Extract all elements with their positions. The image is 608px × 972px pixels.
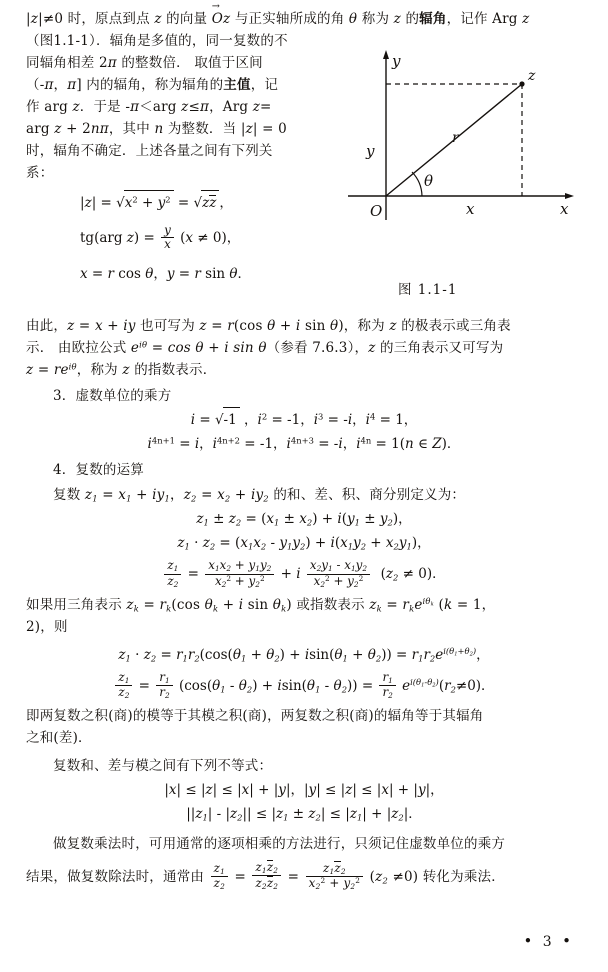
trig-line-2: 2)，则 [26, 618, 68, 635]
intro-line-3: 同辐角相差 2π 的整数倍． 取值于区间 [26, 55, 263, 71]
trig-equation-1: $z_1 \cdot z_2 = r_1r_2(\cos(\theta_1 + \theta_2) + isin(\theta_1 + \theta_2)) = r_1r_2e^{i(\theta_1+\theta_2)}$， [118, 646, 490, 663]
page-number-value: 3 [542, 934, 555, 950]
section-4-intro: 复数 $z_1 = x_1 + iy_1$，$z_2 = x_2 + iy_2$ 的和、差、积、商分别定义为： [53, 487, 466, 504]
intro-line-7: 时，辐角不确定．上述各量之间有下列关 [26, 143, 273, 159]
page-number-dot-left: • [523, 932, 536, 950]
body-lower [26, 300, 582, 891]
figure-x-proj-label: x [466, 200, 475, 218]
section-3-heading: 3．虚数单位的乘方 [53, 387, 172, 404]
section-3-equation-2: $i^{4n+1} = i$，$i^{4n+2} = -1$，$i^{4n+3} = -i$，$i^{4n} = 1(n$ ∈ Z)． [147, 436, 461, 453]
final-line-1: 做复数乘法时，可用通常的逐项相乘的方法进行，只须记住虚数单位的乘方 [53, 835, 506, 852]
section-4-equation-1: $z_1 \pm z_2 = (x_1 \pm x_2) + i(y_1 \pm y_2)$， [196, 511, 412, 528]
section-3-equation-1: i = √-1 ，$i^2 = -1$，$i^3 = -i$，$i^4 = 1$， [26, 407, 582, 432]
figure-svg [336, 48, 586, 258]
intro-line-2: （图1.1-1）．辐角是多值的，同一复数的不 [26, 33, 288, 49]
figure-y-axis-label: y [392, 52, 401, 70]
polar-line-3: $z = re^{i\theta}$，称为 z 的指数表示． [26, 361, 217, 378]
page-number-dot-right: • [562, 932, 574, 950]
section-4-equation-2: $z_1 \cdot z_2 = (x_1x_2 - y_1y_2) + i(x_1y_2 + x_2y_1)$， [177, 535, 431, 552]
inequality-intro: 复数和、差与模之间有下列不等式： [53, 757, 273, 774]
figure-complex-plane [336, 48, 586, 258]
final-line-2: 结果，做复数除法时，通常由 $\frac{z_1}{z_2}$ = $\frac{z_1z_2}{z_2z_2}$ = $\frac{z_1z_2}{x_2^2 + y_2^2}$ $(z_2 \ne 0)$ 转化为乘法． [26, 859, 505, 891]
figure-caption: 图 1.1-1 [398, 282, 458, 298]
intro-line-4: （-π，π] 内的辐角，称为辐角的主值，记 [26, 77, 279, 93]
intro-line-1: |z|≠0 时，原点到点 z 的向量 Oz → 与正实轴所成的角 θ 称为 z 的辐角，记作 Arg z [26, 8, 582, 30]
conclusion-line-2: 之和(差)． [26, 729, 92, 746]
equation-xy: x = r cos θ，y = r sin θ． [80, 265, 252, 282]
intro-line-6: arg z + 2nπ，其中 n 为整数．当 |z| = 0 [26, 121, 287, 137]
section-4-heading: 4．复数的运算 [53, 462, 144, 479]
trig-equation-2: $\frac{z_1}{z_2}$ = $\frac{r_1}{r_2}$ $(\cos(\theta_1 - \theta_2) + isin(\theta_1 - \theta_2))$ = $\frac{r_1}{r_2}$ $e^{i(\theta_1-\theta_2)}(r_2\ne 0)$． [26, 671, 582, 701]
intro-line-5: 作 arg z．于是 -π＜arg z≤π，Arg z= [26, 99, 272, 115]
figure-theta-label: θ [424, 172, 434, 190]
intro-text-block [26, 8, 530, 287]
inequality-2: $||z_1| - |z_2|| \le |z_1 \pm z_2| \le |z_1| + |z_2|$． [186, 805, 422, 822]
figure-r-label: r [452, 130, 459, 146]
figure-origin-label: O [370, 202, 383, 220]
polar-line-2: 示． 由欧拉公式 $e^{i\theta} = \cos \theta + i$ sin θ（参看 7.6.3），z 的三角表示又可写为 [26, 339, 504, 356]
equation-tangent: tg(arg z) = $\frac{y}{x}$ (x ≠ 0)， [80, 222, 241, 252]
section-4-equation-3: $\frac{z_1}{z_2}$ = $\frac{x_1x_2 + y_1y_2}{x_2^2 + y_2^2}$ + i $\frac{x_2y_1 - x_1y_2}{x_2^2 + y_2^2}$ $(z_2 \ne 0)$． [26, 559, 582, 589]
figure-x-axis-label: x [560, 200, 569, 218]
inequality-1: |x| ≤ |z| ≤ |x| + |y|，|y| ≤ |z| ≤ |x| + |y|， [164, 781, 444, 798]
page-number [523, 932, 574, 950]
intro-line-8: 系： [26, 165, 54, 181]
equation-modulus: $|z| = √x^2 + y^2 = √zz$ ， [26, 190, 332, 216]
figure-y-proj-label: y [366, 142, 375, 160]
polar-line-1: 由此，z = x + iy 也可写为 z = r(cos θ + i sin θ)，称为 z 的极表示或三角表 [26, 318, 511, 334]
trig-line-1: 如果用三角表示 $z_k = r_k(\cos$ $\theta_k + i$ $\sin \theta_k$) 或指数表示 $z_k = r_ke^{i\theta_k}$ (k = 1， [26, 596, 496, 614]
conclusion-line-1: 即两复数之积(商)的模等于其模之积(商)，两复数之积(商)的辐角等于其辐角 [26, 708, 484, 725]
figure-point-label: z [528, 68, 536, 84]
